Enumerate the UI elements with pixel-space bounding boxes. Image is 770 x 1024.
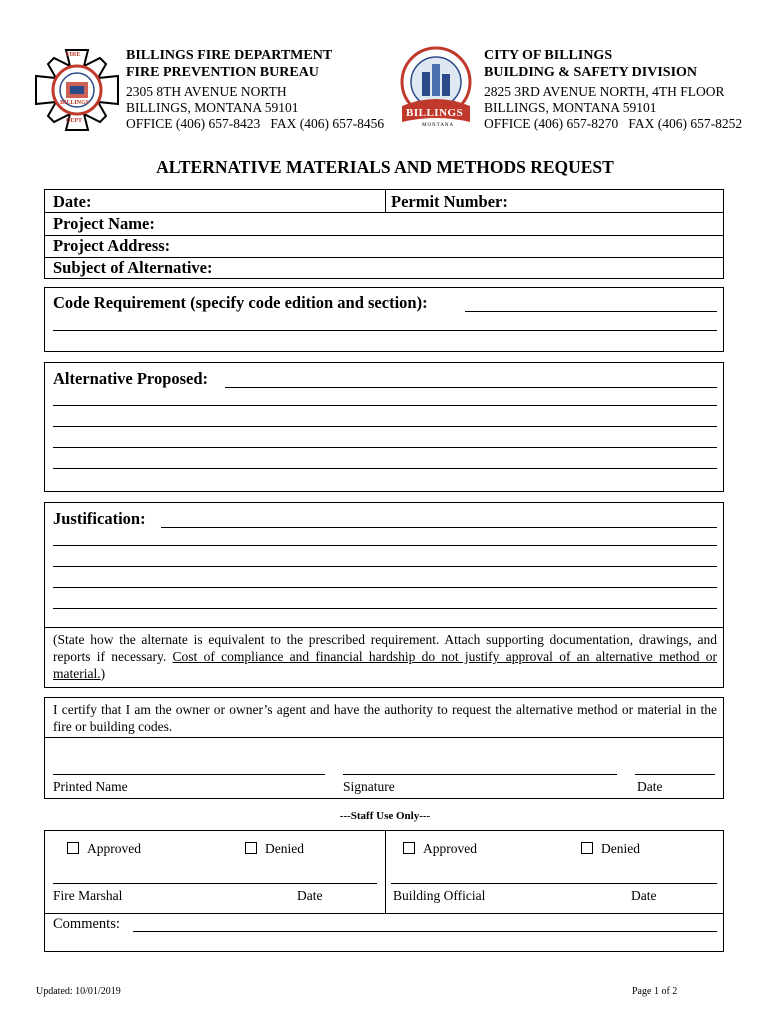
building-official-label: Building Official [393,888,486,903]
project-address-label: Project Address: [53,236,171,255]
seal-text-montana: MONTANA [422,123,455,128]
fire-dept-header [126,47,384,132]
justification-line-5[interactable] [53,594,717,609]
project-name-label: Project Name: [53,214,155,233]
building-official-date-label: Date [631,888,657,903]
certification-box [44,697,724,799]
comments-label: Comments: [53,916,120,932]
building-official-signature-line[interactable] [391,869,717,884]
fire-marshal-approved-label: Approved [87,841,141,856]
date-line[interactable] [635,756,715,775]
alternative-line-5[interactable] [53,454,717,469]
building-division-header [484,47,742,132]
alternative-proposed-label: Alternative Proposed: [53,369,209,388]
justification-box [44,502,724,688]
building-safety-division: BUILDING & SAFETY DIVISION [484,65,698,80]
certification-text: I certify that I am the owner or owner’s agent and have the authority to request the alternative method or material in the fire or building codes. [53,702,717,734]
printed-name-label: Printed Name [53,779,128,794]
date-permit-divider [385,190,386,212]
fire-marshal-signature-line[interactable] [53,869,377,884]
building-official-denied-checkbox[interactable] [581,842,593,854]
justification-label: Justification: [53,509,146,528]
updated-date: Updated: 10/01/2019 [36,986,121,997]
building-address-2: BILLINGS, MONTANA 59101 [484,100,657,115]
justification-line-2[interactable] [53,531,717,546]
certification-divider [45,737,723,738]
logo-text-billings: BILLINGS [60,100,90,106]
project-address-field[interactable] [185,236,717,258]
justification-note [53,631,717,682]
alternative-line-2[interactable] [53,391,717,406]
building-official-denied-label: Denied [601,841,640,856]
building-official-approved-checkbox[interactable] [403,842,415,854]
form-title: ALTERNATIVE MATERIALS AND METHODS REQUEST [156,157,614,177]
code-requirement-line-1[interactable] [465,293,717,312]
code-requirement-line-2[interactable] [53,316,717,331]
alternative-line-3[interactable] [53,412,717,427]
fire-marshal-denied-option[interactable] [245,841,304,857]
comments-line[interactable] [133,915,717,932]
code-requirement-label: Code Requirement (specify code edition and section): [53,293,428,312]
city-of-billings-seal [398,44,474,134]
justification-line-4[interactable] [53,573,717,588]
building-official-approved-option[interactable] [403,841,477,857]
fire-marshal-approved-option[interactable] [67,841,141,857]
justification-note-end: ) [100,666,106,681]
comments-divider [45,913,723,914]
fire-marshal-label: Fire Marshal [53,888,123,903]
printed-name-line[interactable] [53,756,325,775]
building-official-denied-option[interactable] [581,841,640,857]
code-requirement-box [44,287,724,352]
justification-note-divider [45,627,723,628]
fire-prevention-bureau: FIRE PREVENTION BUREAU [126,65,319,80]
subject-label: Subject of Alternative: [53,258,213,277]
alternative-line-4[interactable] [53,433,717,448]
staff-box [44,830,724,952]
signature-label: Signature [343,779,395,794]
signature-line[interactable] [343,756,617,775]
city-name: CITY OF BILLINGS [484,48,613,63]
subject-field[interactable] [227,258,717,278]
project-name-field[interactable] [165,213,717,235]
justification-note-text: (State how the alternate is equivalent to the prescribed requirement. Attach supporting documentation, drawings, and reports if necessary. [53,632,717,664]
staff-use-only-label: ---Staff Use Only--- [339,810,431,822]
alternative-line-1[interactable] [225,369,717,388]
fire-dept-name: BILLINGS FIRE DEPARTMENT [126,48,333,63]
fire-dept-address-1: 2305 8TH AVENUE NORTH [126,84,287,99]
justification-line-1[interactable] [161,509,717,528]
project-info-box [44,189,724,279]
permit-number-label: Permit Number: [391,192,508,211]
fire-marshal-approved-checkbox[interactable] [67,842,79,854]
signature-date-label: Date [637,779,663,794]
date-field[interactable] [115,190,383,212]
fire-marshal-denied-label: Denied [265,841,304,856]
staff-divider-vertical [385,831,386,913]
fire-dept-address-2: BILLINGS, MONTANA 59101 [126,100,299,115]
page-number: Page 1 of 2 [632,986,678,997]
logo-text-fire: FIRE [66,52,81,58]
alternative-proposed-box [44,362,724,492]
fire-marshal-denied-checkbox[interactable] [245,842,257,854]
fire-marshal-date-label: Date [297,888,323,903]
logo-text-dept: DEPT [66,118,83,124]
date-label: Date: [53,192,92,211]
justification-note-underlined: Cost of compliance and financial hardship do not justify approval of an alternative method or material. [53,649,717,681]
building-contact: OFFICE (406) 657-8270 FAX (406) 657-8252 [484,116,743,131]
building-address-1: 2825 3RD AVENUE NORTH, 4TH FLOOR [484,84,725,99]
justification-line-3[interactable] [53,552,717,567]
seal-text-billings: BILLINGS [406,107,464,119]
fire-dept-contact: OFFICE (406) 657-8423 FAX (406) 657-8456 [126,116,385,131]
building-official-approved-label: Approved [423,841,477,856]
permit-number-field[interactable] [517,190,717,212]
